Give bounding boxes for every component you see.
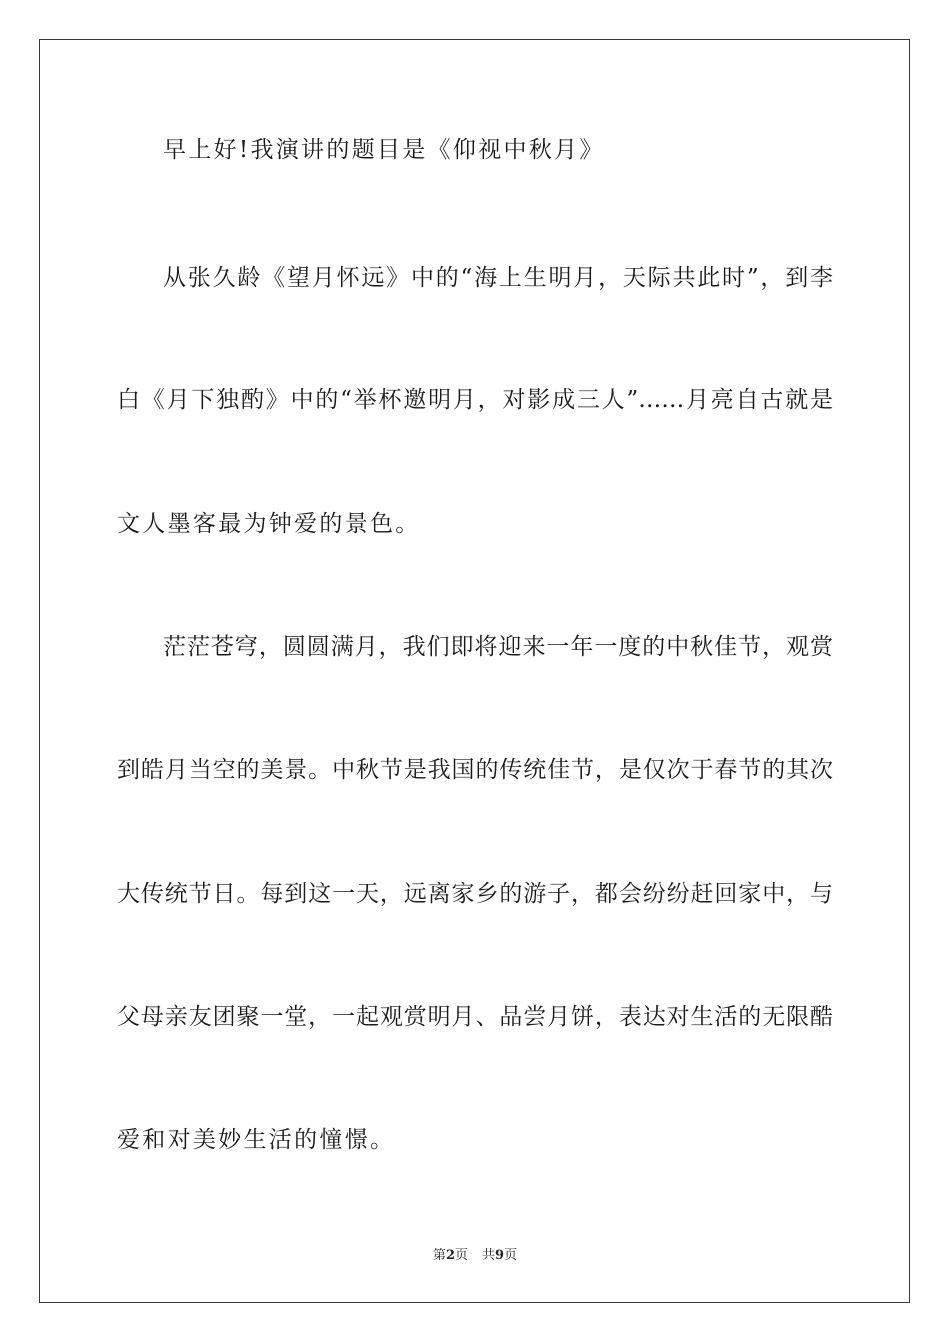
paragraph-line: 从张久龄《望月怀远》中的“海上生明月，天际共此时”，到李 — [163, 265, 833, 291]
paragraph-line: 到皓月当空的美景。中秋节是我国的传统佳节，是仅次于春节的其次 — [117, 757, 833, 783]
page-border — [39, 39, 910, 1303]
page-number-label: 第2页 — [432, 1248, 468, 1263]
paragraph-line: 茫茫苍穹，圆圆满月，我们即将迎来一年一度的中秋佳节，观赏 — [163, 634, 833, 660]
page-current: 2 — [445, 1248, 455, 1263]
paragraph-line: 大传统节日。每到这一天，远离家乡的游子，都会纷纷赶回家中，与 — [117, 881, 833, 907]
paragraph-line: 白《月下独酌》中的“举杯邀明月，对影成三人”……月亮自古就是 — [117, 387, 833, 413]
page-footer — [0, 1247, 950, 1265]
page-total: 9 — [495, 1248, 505, 1263]
paragraph-greeting: 早上好!我演讲的题目是《仰视中秋月》 — [163, 137, 605, 163]
paragraph-line: 文人墨客最为钟爱的景色。 — [117, 511, 421, 537]
page-total-label: 共9页 — [482, 1248, 518, 1263]
paragraph-line: 父母亲友团聚一堂，一起观赏明月、品尝月饼，表达对生活的无限酷 — [117, 1004, 833, 1030]
paragraph-line: 爱和对美妙生活的憧憬。 — [117, 1127, 396, 1153]
